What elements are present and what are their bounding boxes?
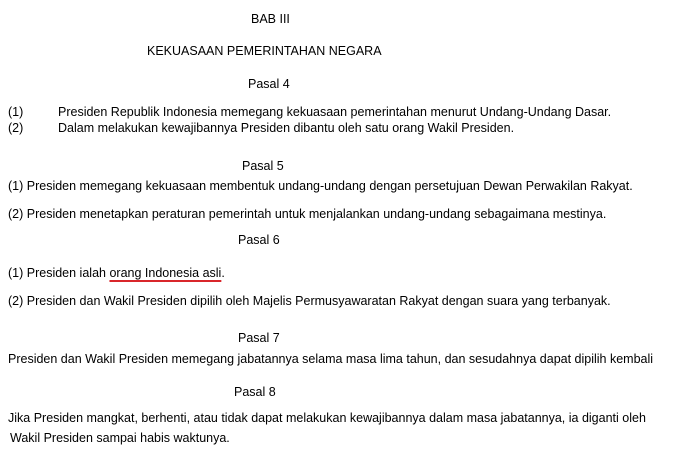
pasal-5-heading: Pasal 5 (242, 159, 284, 173)
pasal-8-text-line-1: Jika Presiden mangkat, berhenti, atau tidak dapat melakukan kewajibannya dalam masa jabatannya, ia diganti oleh (8, 411, 646, 425)
pasal-7-text: Presiden dan Wakil Presiden memegang jabatannya selama masa lima tahun, dan sesudahnya dapat dipilih kembali (8, 352, 654, 366)
pasal-6-item-1-suffix: . (221, 266, 225, 280)
pasal-4-item-2-number: (2) (8, 121, 24, 135)
pasal-4-item-1-number: (1) (8, 105, 24, 119)
pasal-4-item-1-text: Presiden Republik Indonesia memegang kekuasaan pemerintahan menurut Undang-Undang Dasar. (58, 105, 612, 119)
pasal-4-item-2-text: Dalam melakukan kewajibannya Presiden dibantu oleh satu orang Wakil Presiden. (58, 121, 515, 135)
chapter-title: KEKUASAAN PEMERINTAHAN NEGARA (147, 44, 382, 58)
pasal-5-item-1: (1) Presiden memegang kekuasaan membentuk undang-undang dengan persetujuan Dewan Perwakilan Rakyat. (8, 179, 633, 193)
chapter-heading: BAB III (251, 12, 290, 26)
pasal-8-heading: Pasal 8 (234, 385, 276, 399)
pasal-6-item-1-prefix: (1) Presiden ialah (8, 266, 110, 280)
pasal-6-item-1 (8, 265, 225, 281)
pasal-6-heading: Pasal 6 (238, 233, 280, 247)
pasal-5-item-2: (2) Presiden menetapkan peraturan pemerintah untuk menjalankan undang-undang sebagaimana mestinya. (8, 207, 607, 221)
spellcheck-underlined-phrase: orang Indonesia asli (109, 266, 222, 280)
pasal-7-heading: Pasal 7 (238, 331, 280, 345)
pasal-8-text-line-2: Wakil Presiden sampai habis waktunya. (10, 431, 230, 445)
pasal-4-heading: Pasal 4 (248, 77, 290, 91)
pasal-6-item-2: (2) Presiden dan Wakil Presiden dipilih oleh Majelis Permusyawaratan Rakyat dengan suara yang terbanyak. (8, 294, 611, 308)
